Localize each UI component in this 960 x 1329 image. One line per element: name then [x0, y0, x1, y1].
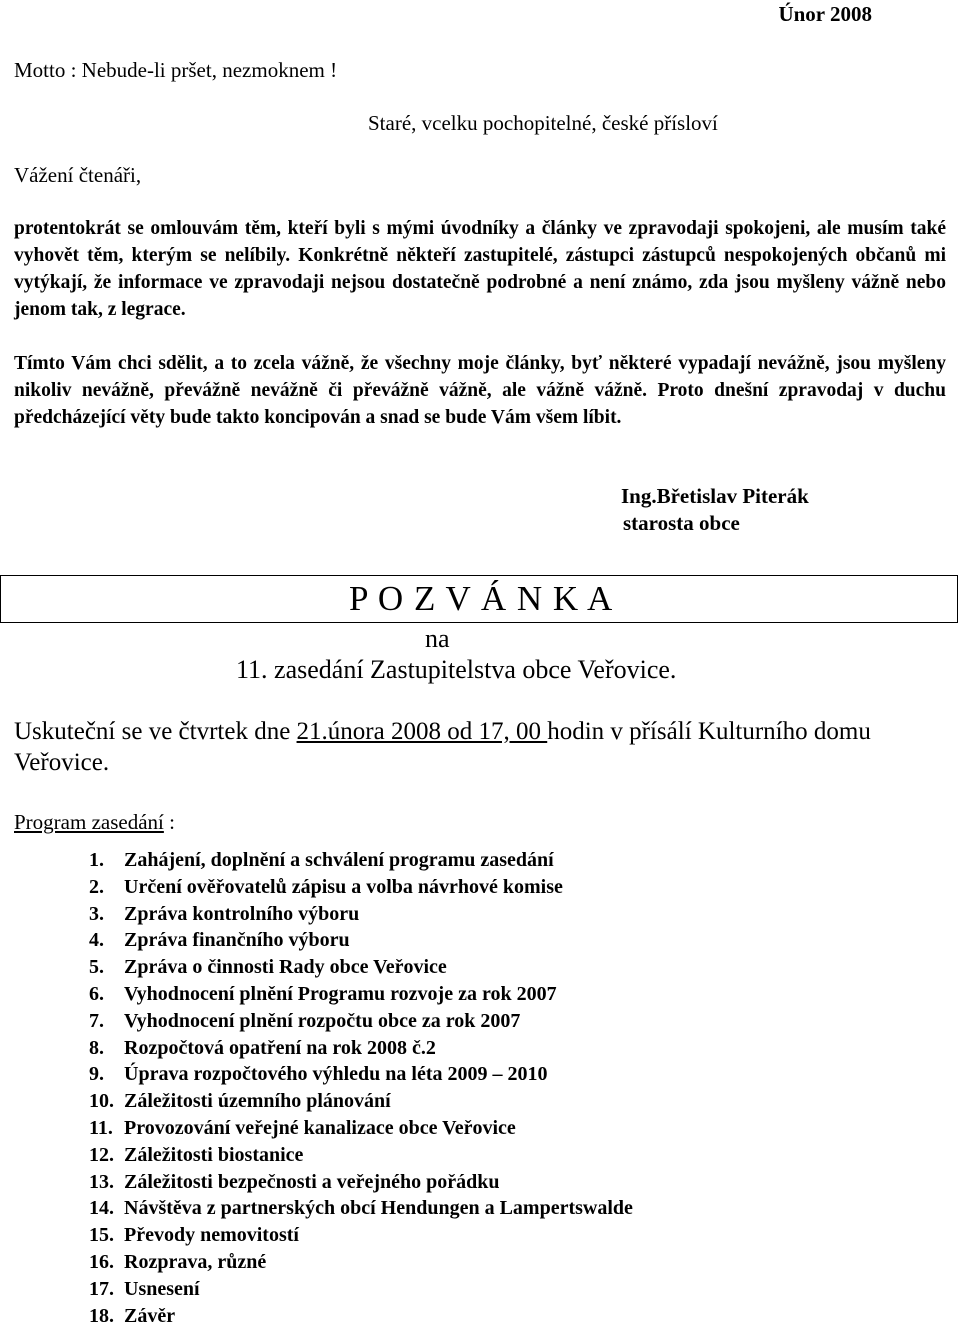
agenda-item-text: Zpráva kontrolního výboru	[124, 902, 360, 925]
agenda-item-text: Vyhodnocení plnění rozpočtu obce za rok 2007	[124, 1009, 521, 1032]
agenda-item-text: Provozování veřejné kanalizace obce Veřovice	[124, 1116, 516, 1139]
agenda-item-number: 5.	[89, 956, 104, 979]
motto-source: Staré, vcelku pochopitelné, české přísloví	[368, 111, 718, 135]
agenda-item-number: 12.	[89, 1143, 114, 1166]
agenda-item-number: 11.	[89, 1116, 113, 1139]
agenda-item-text: Záležitosti územního plánování	[124, 1090, 391, 1113]
agenda-item-number: 1.	[89, 849, 104, 871]
agenda-item-number: 3.	[89, 902, 104, 925]
agenda-item-text: Zahájení, doplnění a schválení programu zasedání	[124, 849, 554, 871]
agenda-item-number: 18.	[89, 1304, 114, 1327]
agenda-item-number: 8.	[89, 1036, 104, 1059]
invitation-na: na	[425, 624, 450, 653]
meeting-announcement	[14, 716, 946, 778]
agenda-item-text: Návštěva z partnerských obcí Hendungen a Lampertswalde	[124, 1197, 633, 1220]
agenda-item-text: Převody nemovitostí	[124, 1224, 299, 1247]
signature-name: Ing.Břetislav Piterák	[621, 484, 809, 508]
program-heading	[14, 810, 175, 835]
signature-title: starosta obce	[623, 511, 740, 535]
letter-paragraph-2: Tímto Vám chci sdělit, a to zcela vážně, že všechny moje články, byť některé vypadají nevážně, jsou myšleny nikoliv nevážně, převážně nevážně či převážně vážně, ale vážně vážně. Proto dnešní zpravodaj v duchu předcházející věty bude takto koncipován a snad se bude Vám všem líbit.	[14, 353, 946, 428]
agenda-item-text: Závěr	[124, 1304, 176, 1327]
letter-greeting: Vážení čtenáři,	[14, 163, 142, 187]
agenda-item-text: Zpráva finančního výboru	[124, 929, 350, 952]
announcement-part-2: hodin v přísálí Kulturního domu Veřovice.	[14, 718, 871, 776]
agenda-item-number: 2.	[89, 875, 104, 898]
agenda-item-number: 7.	[89, 1009, 104, 1032]
agenda-item-text: Zpráva o činnosti Rady obce Veřovice	[124, 956, 447, 979]
meeting-title: 11. zasedání Zastupitelstva obce Veřovice.	[236, 655, 677, 684]
agenda-item-number: 4.	[89, 929, 104, 952]
agenda-item-number: 17.	[89, 1277, 114, 1300]
agenda-item-number: 13.	[89, 1170, 114, 1193]
invitation-heading: P O Z V Á N K A	[349, 579, 614, 618]
agenda-item-number: 6.	[89, 982, 104, 1005]
agenda-item-number: 16.	[89, 1250, 114, 1273]
announcement-part-1: Uskuteční se ve čtvrtek dne	[14, 718, 297, 745]
announcement-date-time: 21.února 2008 od 17, 00	[296, 718, 548, 745]
agenda-item-text: Vyhodnocení plnění Programu rozvoje za rok 2007	[124, 982, 557, 1005]
agenda-item-number: 15.	[89, 1224, 114, 1247]
agenda-item-text: Rozpočtová opatření na rok 2008 č.2	[124, 1036, 436, 1059]
agenda-item-text: Záležitosti biostanice	[124, 1143, 304, 1166]
agenda-item-number: 14.	[89, 1197, 114, 1220]
agenda-item-text: Rozprava, různé	[124, 1250, 267, 1273]
agenda-item-text: Určení ověřovatelů zápisu a volba návrhové komise	[124, 875, 563, 898]
letter-paragraph-1: protentokrát se omlouvám těm, kteří byli s mými úvodníky a články ve zpravodaji spokojeni, ale musím také vyhovět těm, kterým se nelíbily. Konkrétně někteří zastupitelé, zástupci zástupců nespokojených občanů mi vytýkají, že informace ve zpravodaji nejsou dostatečně podrobné a není známo, zda jsou myšleny vážně nebo jenom tak, z legrace.	[14, 218, 946, 320]
issue-date: Únor 2008	[778, 2, 872, 26]
agenda-item-text: Záležitosti bezpečnosti a veřejného pořádku	[124, 1170, 500, 1193]
agenda-item-text: Usnesení	[124, 1277, 200, 1300]
program-colon: :	[163, 810, 175, 834]
program-label: Program zasedání	[14, 810, 164, 834]
motto-text: Motto : Nebude-li pršet, nezmoknem !	[14, 58, 338, 82]
agenda-item-number: 10.	[89, 1090, 114, 1113]
agenda-item-text: Úprava rozpočtového výhledu na léta 2009 – 2010	[124, 1063, 548, 1086]
agenda-item-number: 9.	[89, 1063, 104, 1086]
